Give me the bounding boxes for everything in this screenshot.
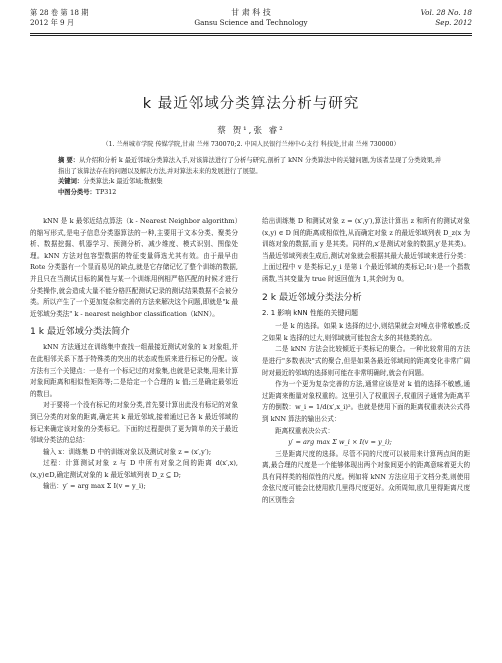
- clc-label: 中图分类号：: [58, 188, 96, 196]
- section-2-1-paragraph: 作为一个更为复杂完善的方法,通常应该是对 k 值的选择不敏感,通过距离来衡量对象权重的。这里引入了权重因子,权重因子通常为距离平方的倒数：w_i = 1/d(x′,x_i)²。也就是使用下面的距离权重表决公式得到 kNN 算法的输出公式：: [262, 380, 470, 423]
- section-2-1-heading: 2. 1 影响 kNN 性能的关键问题: [262, 308, 359, 317]
- paper-authors: 蔡 贺¹,张 睿²: [217, 126, 285, 136]
- section-2-1-formula-label: 距离权重表决公式：: [275, 426, 335, 435]
- author-affiliation: （1. 兰州城市学院 传媒学院,甘肃 兰州 730070;2. 中国人民银行兰州中心支行 科技处,甘肃 兰州 730000）: [102, 141, 400, 148]
- section-1-input: 输入 x：训练集 D 中的训练对象以及测试对象 z = (x′,y′);: [43, 447, 212, 456]
- journal-name-cn: 甘 肃 科 技: [231, 8, 271, 17]
- left-column: [30, 216, 238, 493]
- section-2-heading: 2 k 最近邻域分类法分析: [262, 291, 362, 303]
- paper-title: k 最近邻域分类算法分析与研究: [142, 96, 360, 112]
- abstract-block: [58, 156, 444, 198]
- intro-paragraph: kNN 是 k 最邻近结点算法（k - Nearest Neighbor algorithm）的缩写形式,是电子信息分类器算法的一种,主要用于文本分类、聚类分析、数据挖掘、机器学习、预测分析、减少维度、模式识别、图像处理。kNN 方法对包容型数据的特征变量筛选尤其有效。由于最早由 Rote 分类器有一个显而易见的缺点,就是它存储记忆了整个训练的数据,并且只在当测试目标的属性与某一个训练用例相严格匹配的时候才进行分类操作,就会造成大量不能分格匹配测试记录的测试结果数据不会被分类。所以产生了一个更加复杂和完善的方法来解决这个问题,即就是"k 最近邻域分类法" k - nearest neighbor classification（kNN）。: [30, 217, 238, 318]
- section-1-paragraph: 对于要将一个没有标记的对象分类,首先要计算出此没有标记的对象到已分类的对象的距离,确定其 k 最近邻域,接着通过已各 k 最近邻域的标记来确定该对象的分类标记。下面的过程提供了更为简单的关于最近邻域分类法的总结：: [30, 401, 238, 445]
- journal-name-en: Gansu Science and Technology: [194, 18, 308, 27]
- abstract-text: 从介绍和分析 k 最近邻域分类算法入手,对该算法进行了分析与研究,剖析了 kNN 分类算法中的关键问题,为该者呈现了分类效果,并指出了该算法存在的问题以及解决方法,并对算法未来的发展进行了展望。: [58, 157, 442, 175]
- volume-issue: 第 28 卷 第 18 期: [30, 8, 89, 17]
- section-2-1-paragraph: 一是 k 的选择。如果 k 选择的过小,则结果就会对噪点非常敏感;反之如果 k 选择的过大,则邻域就可能包含太多的其他类的点。: [262, 322, 470, 342]
- issue-date: 2012 年 9 月: [30, 18, 75, 27]
- keywords: [58, 177, 444, 188]
- right-column: [262, 216, 470, 507]
- section-1-output: 输出：y′ = arg max Σ I(v = y_i);: [43, 482, 146, 491]
- header-rule: [30, 33, 472, 34]
- clc-text: TP312: [95, 188, 117, 196]
- journal-name: [30, 8, 472, 28]
- section-2-1-paragraph: 三是距离尺度的选择。尽管不同的尺度可以被用来计算两点间的距离,最合理的尺度是一个能够体现出两个对象间更小的距离意味着更大的具有同样类的相似性的尺度。例如将 kNN 方法应用于文档分类,则使用余弦尺度可能会比使用欧几里得尺度更好。众所周知,欧几里得距离尺度的区别性会: [262, 449, 470, 505]
- algorithm-paragraph: 给出训练集 D 和测试对象 z = (x′,y′),算法计算出 z 和所有的测试对象 (x,y) ∈ D 间的距离或相似性,从而确定对象 z 的最近邻域列表 D_z(x 为训练对象的数据,而 y 是其类。同样的,x′是测试对象的数据,y′是其类)。当最近邻域列表生成后,测试对象就会根据其最大最近邻域来进行分类：上面过程中 v 是类标记,y_i 是第 i 个最近邻域的类标记;I(·)是一个指数函数,当其变量为 true 时返回值为 1,其余时为 0。: [262, 217, 470, 283]
- section-1-process: 过程：计算测试对象 z 与 D 中所有对象之间的距离 d(x′,x),(x,y)∈D,确定测试对象的 k 最近邻域列表 D_z ⊆ D;: [30, 459, 238, 479]
- running-header: [30, 8, 472, 40]
- header-rule-thin: [30, 35, 472, 36]
- keywords-text: 分类算法;k 最近邻域;数据集: [83, 178, 163, 185]
- abstract: [58, 156, 444, 177]
- keywords-label: 关键词：: [58, 178, 84, 185]
- issue-info-en: [421, 8, 472, 28]
- issue-date-en: Sep. 2012: [435, 18, 472, 27]
- abstract-label: 摘 要：: [58, 157, 80, 164]
- classification-number: [58, 188, 444, 199]
- section-1-heading: 1 k 最近邻域分类法简介: [30, 326, 130, 338]
- section-2-1-paragraph: 二是 kNN 方法会比较倾近于类标记的聚合。一种比较常用的方法是进行"多数表决"式的聚合,但是如果各最近邻域间的距离变化非常广阔时对最近的邻域的选择则可能在非常明确时,就会有问题。: [262, 345, 470, 377]
- section-1-paragraph: kNN 方法通过在训练集中查找一组最接近测试对象的 k 对象组,并在此相邻关系下基于特殊类的突出的状态或性质来进行标记的分配。该方法有三个关键点：一是有一个标记过的对象集,也就是记录集,用来计算对象间距离和相似性矩阵等;二是给定一个合理的 k 值;三是确定最邻近的数目。: [30, 343, 238, 398]
- volume-issue-en: Vol. 28 No. 18: [420, 8, 472, 17]
- distance-weight-formula: y′ = arg max Σ w_i × I(v = y_i);: [288, 438, 392, 447]
